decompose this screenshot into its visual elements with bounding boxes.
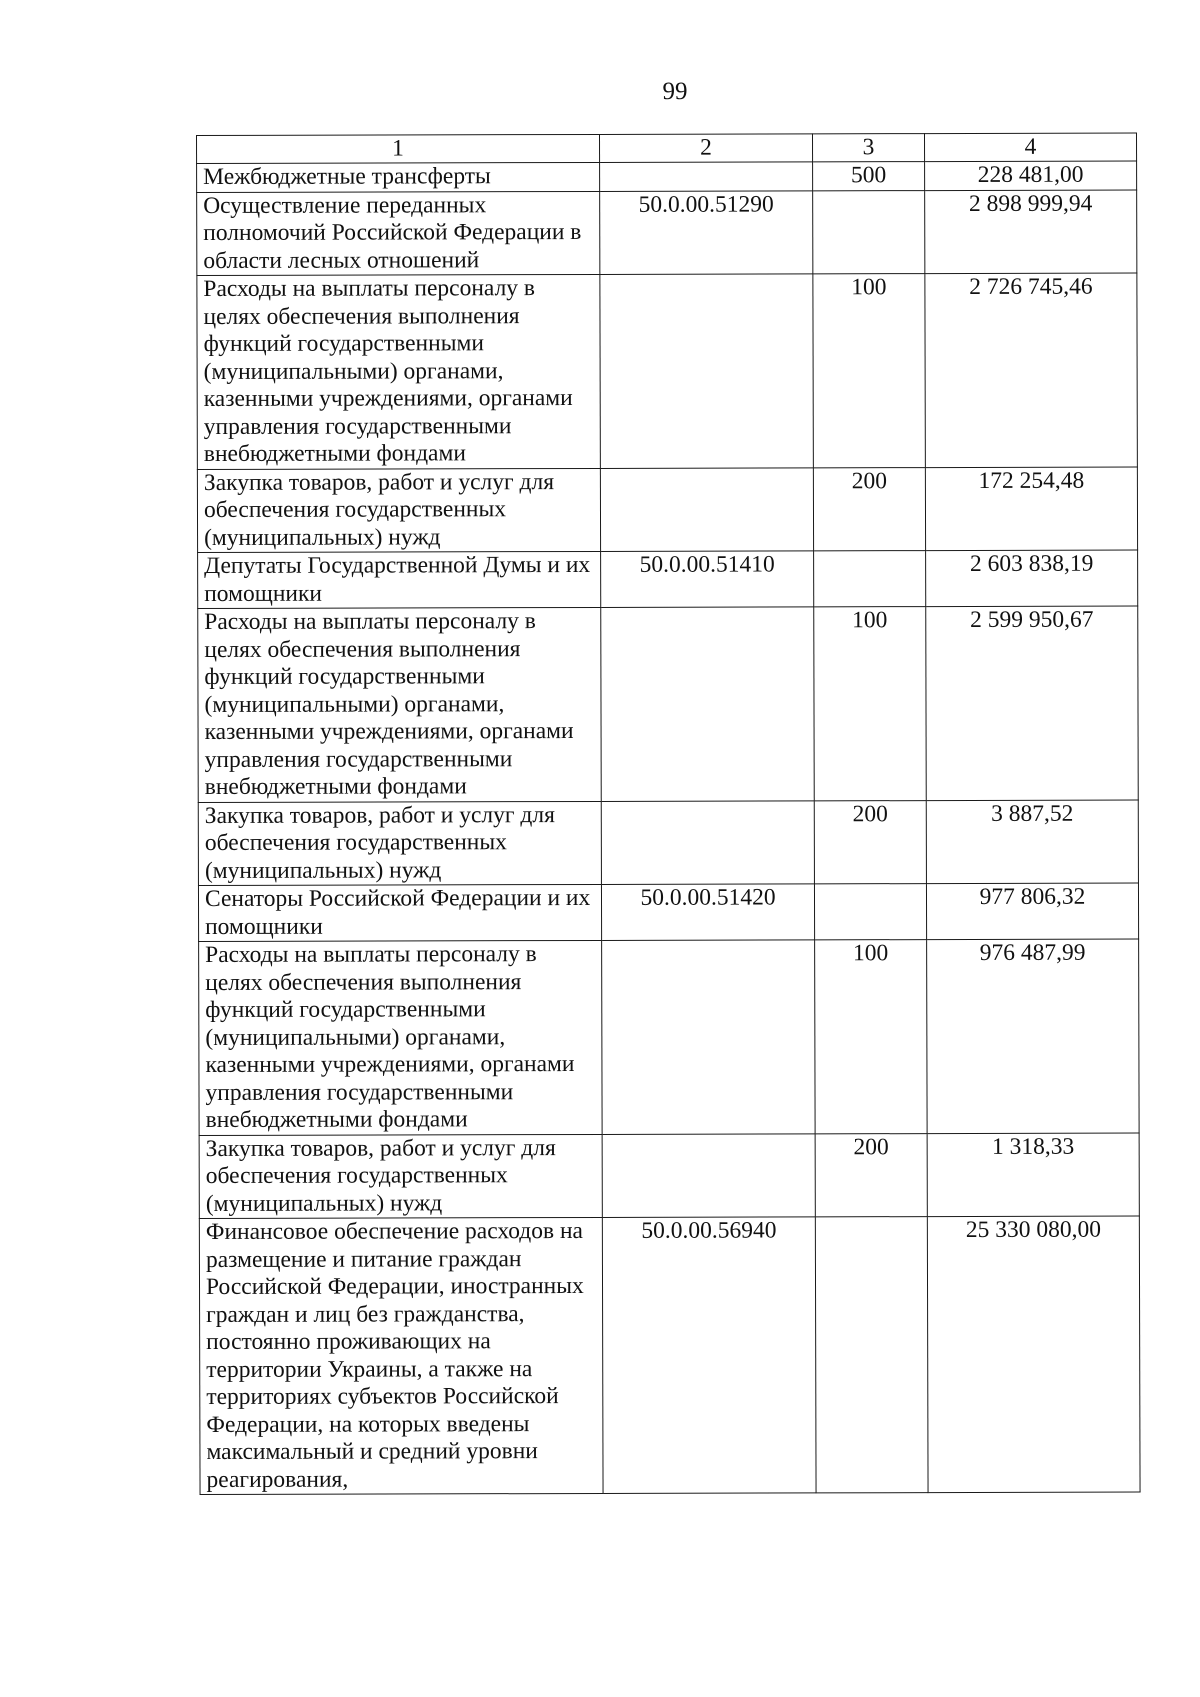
row-target-code <box>600 467 813 551</box>
row-target-code <box>600 162 813 191</box>
row-expense-type <box>814 884 926 940</box>
table-row <box>197 467 1137 553</box>
column-header-3: 3 <box>812 134 924 162</box>
row-expense-type: 200 <box>815 1133 927 1217</box>
column-header-2: 2 <box>599 134 812 163</box>
row-target-code <box>601 800 814 884</box>
row-expense-type: 100 <box>815 940 928 1134</box>
table-row <box>198 800 1138 886</box>
row-amount: 228 481,00 <box>925 161 1137 190</box>
table-row <box>199 939 1140 1135</box>
row-amount: 2 599 950,67 <box>926 606 1139 800</box>
row-name: Межбюджетные трансферты <box>197 162 600 192</box>
row-amount: 977 806,32 <box>926 883 1138 940</box>
column-header-1: 1 <box>197 134 600 163</box>
table-row <box>199 1133 1139 1219</box>
budget-table <box>196 133 1141 1495</box>
row-target-code: 50.0.00.51410 <box>601 551 814 608</box>
row-name: Закупка товаров, работ и услуг для обеспечения государственных (муниципальных) нужд <box>198 801 601 886</box>
row-name: Депутаты Государственной Думы и их помощники <box>198 551 601 608</box>
row-target-code <box>601 607 815 801</box>
row-target-code <box>602 940 816 1134</box>
row-name: Сенаторы Российской Федерации и их помощники <box>198 884 601 941</box>
row-expense-type: 500 <box>813 162 925 191</box>
row-name: Расходы на выплаты персоналу в целях обеспечения выполнения функций государственными (муниципальными) органами, казенными учреждениями, органами управления государственными внебюджетными фондами <box>197 274 601 469</box>
row-amount: 25 330 080,00 <box>927 1216 1140 1493</box>
row-amount: 1 318,33 <box>927 1133 1139 1217</box>
row-target-code: 50.0.00.56940 <box>602 1217 816 1494</box>
row-expense-type: 100 <box>814 607 927 801</box>
table-row <box>197 273 1138 469</box>
table-row <box>198 883 1138 941</box>
row-name: Расходы на выплаты персоналу в целях обеспечения выполнения функций государственными (муниципальными) органами, казенными учреждениями, органами управления государственными внебюджетными фондами <box>198 607 602 802</box>
table-row <box>197 161 1137 192</box>
row-name: Финансовое обеспечение расходов на размещение и питание граждан Российской Федерации, иностранных граждан и лиц без гражданства, постоянно проживающих на территории Украины, а также на территориях субъектов Российской Федерации, на которых введены максимальный и средний уровни реагирования, <box>199 1217 603 1494</box>
row-amount: 3 887,52 <box>926 800 1138 884</box>
row-amount: 172 254,48 <box>925 467 1137 551</box>
row-amount: 2 726 745,46 <box>925 273 1138 467</box>
row-target-code: 50.0.00.51420 <box>601 884 814 941</box>
table-header-row <box>197 133 1137 163</box>
table-row <box>199 1216 1140 1494</box>
row-amount: 2 603 838,19 <box>926 550 1138 607</box>
row-name: Расходы на выплаты персоналу в целях обеспечения выполнения функций государственными (муниципальными) органами, казенными учреждениями, органами управления государственными внебюджетными фондами <box>199 940 603 1135</box>
row-name: Закупка товаров, работ и услуг для обеспечения государственных (муниципальных) нужд <box>197 468 600 553</box>
row-target-code <box>602 1133 815 1217</box>
row-expense-type <box>814 551 926 607</box>
row-target-code <box>600 274 814 468</box>
row-expense-type: 200 <box>814 800 926 884</box>
row-amount: 2 898 999,94 <box>925 190 1137 274</box>
table-row <box>197 190 1137 276</box>
row-amount: 976 487,99 <box>927 939 1140 1133</box>
row-expense-type <box>813 190 925 274</box>
page-number: 99 <box>662 78 688 105</box>
row-expense-type: 100 <box>813 274 926 468</box>
row-target-code: 50.0.00.51290 <box>600 190 813 274</box>
row-name: Закупка товаров, работ и услуг для обеспечения государственных (муниципальных) нужд <box>199 1134 602 1219</box>
column-header-4: 4 <box>924 133 1136 162</box>
table-row <box>198 550 1138 608</box>
row-name: Осуществление переданных полномочий Российской Федерации в области лесных отношений <box>197 191 600 276</box>
row-expense-type <box>815 1217 928 1493</box>
table-row <box>198 606 1139 802</box>
row-expense-type: 200 <box>813 467 925 551</box>
